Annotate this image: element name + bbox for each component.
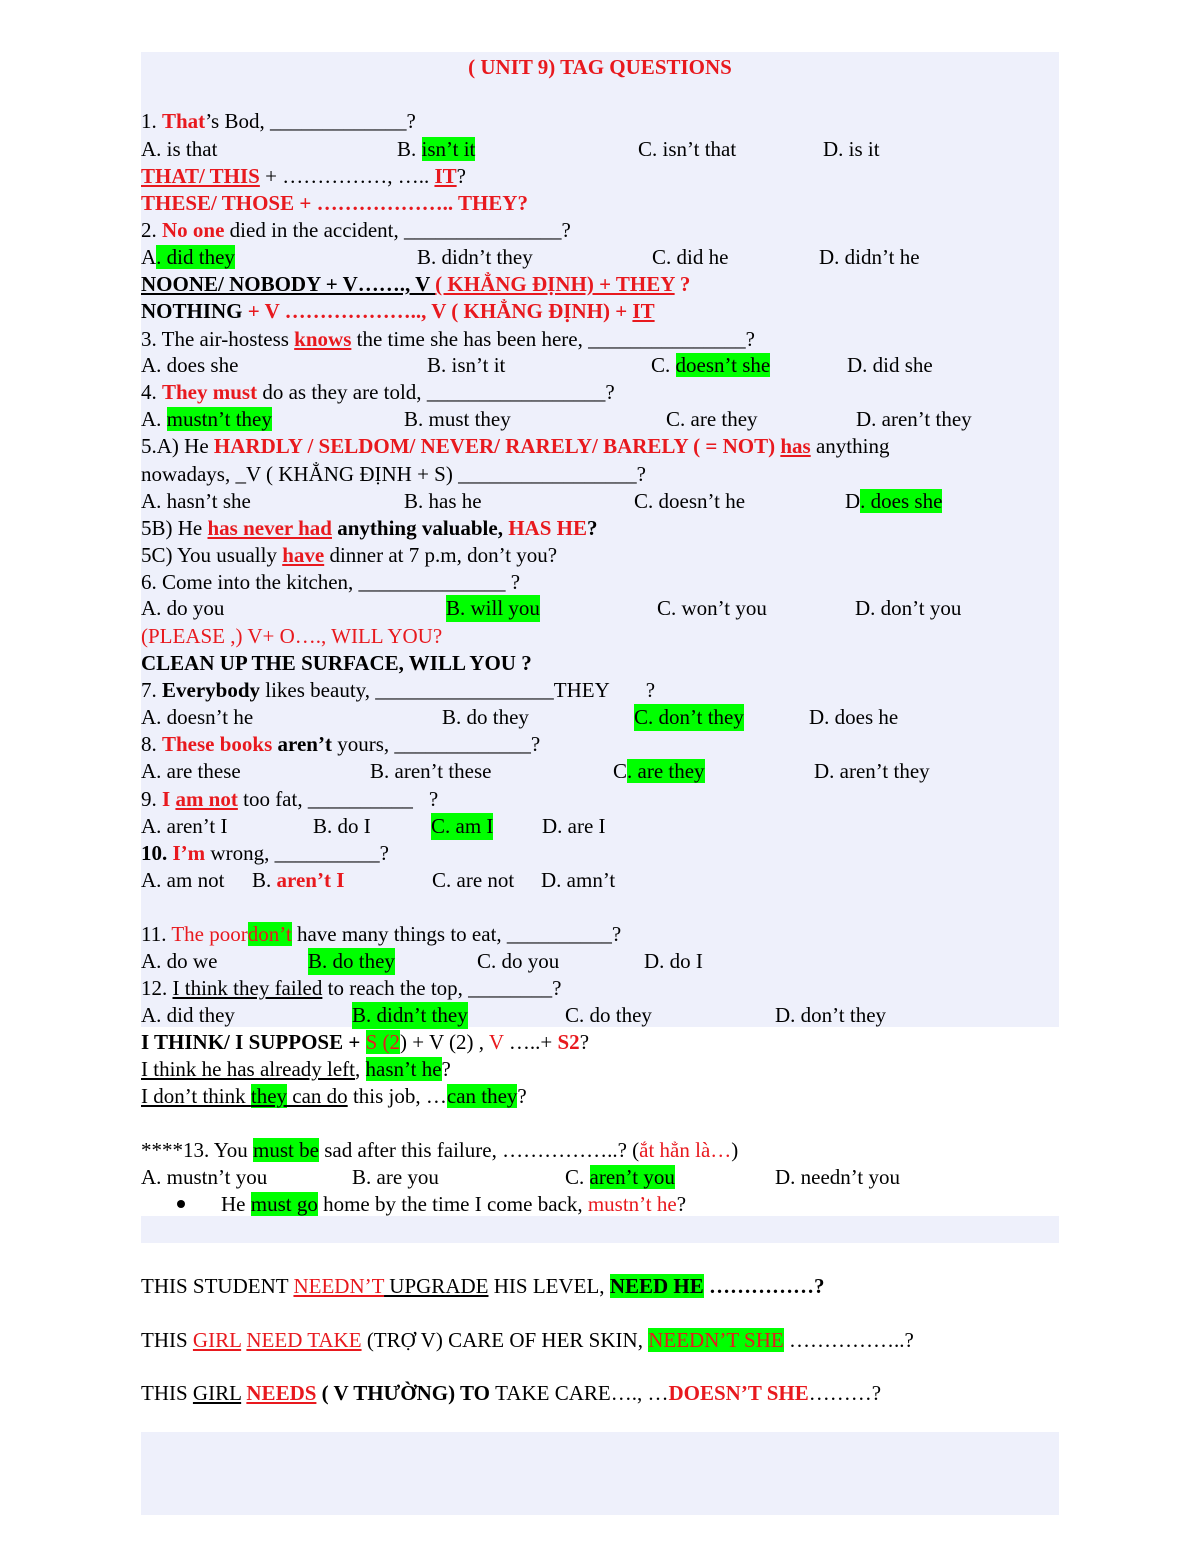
option-b (397, 136, 475, 163)
rule-text: + ……………, ….. (259, 164, 435, 188)
answer-blank: ______________ (358, 570, 506, 594)
question-11 (141, 921, 621, 948)
q-subject: They must (162, 380, 258, 404)
option-c: C. do you (477, 949, 560, 973)
q-text: anything valuable, (331, 516, 509, 540)
q-number: 1. (141, 109, 162, 133)
option-c (565, 1164, 675, 1191)
answer-blank: _______________ (588, 327, 746, 351)
option-a: A. did they (141, 1003, 235, 1027)
option-d: D. didn’t he (819, 245, 920, 269)
example-subject: they (250, 1084, 288, 1108)
q-text: 3. The air-hostess (141, 327, 295, 351)
q-verb: must be (253, 1138, 319, 1162)
option-a (141, 244, 235, 271)
option-d: D. needn’t you (775, 1165, 901, 1189)
q-text: likes beauty, (260, 678, 376, 702)
bullet-icon (177, 1200, 185, 1208)
q-number: 11. (141, 922, 172, 946)
answer-highlight: . did they (156, 245, 235, 269)
option-a: A. hasn’t she (141, 489, 251, 513)
q-subject: I’m (172, 841, 206, 865)
q-text: ****13. You (141, 1138, 254, 1162)
option-b: B. aren’t these (370, 759, 492, 783)
rule-tag: IT (434, 164, 457, 188)
rule-text: …..+ (503, 1030, 558, 1054)
option-c: C. do they (565, 1003, 652, 1027)
answer-blank: __________ (307, 787, 413, 811)
option-c: C. won’t you (657, 596, 767, 620)
option-d: D. do I (644, 949, 703, 973)
q-mark: ? (505, 570, 521, 594)
option-letter: B. (252, 868, 277, 892)
q-subject: These books (162, 732, 273, 756)
question-6 (141, 569, 520, 596)
option-d (845, 488, 942, 515)
s-text: THIS (141, 1328, 193, 1352)
q-number: 12. (141, 976, 173, 1000)
example-tag: mustn’t he (587, 1192, 677, 1216)
option-c: C. am I (431, 814, 494, 838)
page-background-footer (141, 1432, 1059, 1515)
option-b: B. will you (446, 596, 540, 620)
question-1 (141, 108, 416, 135)
s-dots: ………? (808, 1381, 882, 1405)
rule-text: ) + V (2) , (400, 1030, 489, 1054)
example-text: this job, … (347, 1084, 447, 1108)
rule-subject: NOONE/ NOBODY + V……., V (141, 272, 436, 296)
option-c: C. isn’t that (638, 137, 737, 161)
rule-verb: V (488, 1030, 504, 1054)
q-mark: ? (428, 787, 439, 811)
q-mark: ? (745, 327, 755, 351)
rule-subject: I THINK/ I SUPPOSE + (141, 1030, 366, 1054)
option-a: A. does she (141, 353, 239, 377)
q-subject: No one (162, 218, 225, 242)
q-tag: THEY (553, 678, 610, 702)
option-a: A. mustn’t you (141, 1165, 268, 1189)
option-a: A. am not (141, 868, 225, 892)
q-text: the time she has been here, (351, 327, 589, 351)
example-1 (141, 1056, 451, 1083)
q-verb: knows (294, 327, 352, 351)
option-b: B. do they (308, 949, 395, 973)
option-d: D. does he (809, 705, 899, 729)
s-text: THIS (141, 1381, 193, 1405)
option-letter: D (845, 489, 861, 513)
option-b: B. isn’t it (427, 353, 506, 377)
option-c: C. did he (652, 245, 729, 269)
answer-text: aren’t I (276, 868, 345, 892)
question-10 (141, 840, 389, 867)
q-adverbs: HARDLY / SELDOM/ NEVER/ RARELY/ BARELY ( = NOT) (213, 434, 776, 458)
s-subject: GIRL (192, 1381, 242, 1405)
example-text: He (221, 1192, 251, 1216)
rule-subject: NOTHING (141, 299, 243, 323)
q-text: 6. Come into the kitchen, (141, 570, 359, 594)
answer-blank: __________ (274, 841, 380, 865)
option-d: D. don’t they (775, 1003, 887, 1027)
option-letter: A. (141, 407, 167, 431)
q-mark: ? (605, 380, 615, 404)
rule-i-think (141, 1029, 589, 1056)
question-3 (141, 326, 755, 353)
option-d: D. did she (847, 353, 933, 377)
q-subject: The poor (171, 922, 248, 946)
s-verb: NEED TAKE (246, 1328, 362, 1352)
example-text: home by the time I come back, (317, 1192, 588, 1216)
option-a: A. is that (141, 137, 218, 161)
question-2 (141, 217, 571, 244)
question-5a-line2 (141, 461, 646, 488)
q-mark: ? (636, 462, 646, 486)
q-mark: ? (586, 516, 598, 540)
example-tag: hasn’t he (365, 1057, 442, 1081)
option-b: B. didn’t they (352, 1003, 468, 1027)
q-text: nowadays, _V ( KHẲNG ĐỊNH + S) (141, 462, 459, 486)
q-mark: ? (406, 109, 416, 133)
question-5c (141, 542, 557, 569)
q-text: yours, (331, 732, 395, 756)
q-number: 7. (141, 678, 162, 702)
q-subject: That (162, 109, 206, 133)
question-4 (141, 379, 615, 406)
option-d: D. aren’t they (814, 759, 930, 783)
option-b (252, 867, 344, 894)
option-d: D. is it (823, 137, 880, 161)
example-tag: can they (446, 1084, 518, 1108)
q-text: 5.A) He (141, 434, 214, 458)
q-mark: ? (561, 218, 571, 242)
q-text: anything (810, 434, 890, 458)
option-b: B. must they (404, 407, 511, 431)
option-a: A. doesn’t he (141, 705, 254, 729)
q-text: do as they are told, (257, 380, 427, 404)
rule-example-imperative: CLEAN UP THE SURFACE, WILL YOU ? (141, 651, 532, 675)
s-dots: ……………? (703, 1274, 825, 1298)
q-number: 10. (141, 841, 173, 865)
need-sentence-3 (141, 1380, 881, 1407)
rule-mark: ? (674, 272, 691, 296)
rule-tag: ( KHẲNG ĐỊNH) + THEY (435, 272, 675, 296)
s-tag: NEED HE (609, 1274, 704, 1298)
option-letter: C. (651, 353, 676, 377)
q-text: too fat, (237, 787, 308, 811)
example-clause: I don’t think (141, 1084, 251, 1108)
option-c (613, 758, 705, 785)
s-text: THIS STUDENT (141, 1274, 294, 1298)
answer-blank: _________________ (375, 678, 554, 702)
q-verb: am not (175, 787, 238, 811)
need-sentence-2 (141, 1327, 914, 1354)
q-text: 5C) You usually (141, 543, 283, 567)
s-verb: NEEDS (246, 1381, 317, 1405)
option-d: D. amn’t (541, 868, 616, 892)
answer-blank: _____________ (394, 732, 531, 756)
option-c: C. doesn’t he (634, 489, 746, 513)
question-7 (141, 677, 655, 704)
question-5a (141, 433, 889, 460)
q-text: died in the accident, (224, 218, 405, 242)
s-text: TAKE CARE…., … (495, 1381, 669, 1405)
q-mark: ? (530, 732, 541, 756)
example-clause: I think he has already left (141, 1057, 355, 1081)
rule-mark: ? (579, 1030, 590, 1054)
q-mark: ? (611, 922, 622, 946)
q-clause: I think they failed (172, 976, 323, 1000)
option-letter: C. (565, 1165, 590, 1189)
q-verb: has (780, 434, 811, 458)
answer-highlight: . does she (860, 489, 943, 513)
q-mark: ? (379, 841, 389, 865)
s-note: ( V THƯỜNG) TO (316, 1381, 496, 1405)
q-note: ắt hẳn là… (639, 1138, 732, 1162)
example-mark: ? (517, 1084, 527, 1108)
option-b: B. has he (404, 489, 482, 513)
question-13 (141, 1137, 738, 1164)
option-letter: C (613, 759, 628, 783)
option-a: A. do you (141, 596, 225, 620)
q-text: ’s Bod, (205, 109, 270, 133)
option-b: B. do they (442, 705, 529, 729)
example-2 (141, 1083, 527, 1110)
answer-blank: ________ (468, 976, 553, 1000)
s-tag: NEEDN’T SHE (648, 1328, 784, 1352)
answer-blank: _________________ (426, 380, 606, 404)
option-a: A. do we (141, 949, 218, 973)
option-c: C. are they (666, 407, 758, 431)
option-c (651, 352, 770, 379)
option-b: B. are you (352, 1165, 439, 1189)
rule-subject: THAT/ THIS (141, 164, 260, 188)
rule-tag: IT (632, 299, 655, 323)
question-5b (141, 515, 597, 542)
q-text: sad after this failure, ……………..? ( (318, 1138, 640, 1162)
answer-highlight: doesn’t she (675, 353, 771, 377)
rule-nothing (141, 298, 655, 325)
rule-noone (141, 271, 690, 298)
rule-these-those: THESE/ THOSE + ……………….. THEY? (141, 191, 528, 215)
rule-text: + V ……………….., V ( KHẲNG ĐỊNH) + (242, 299, 633, 323)
answer-highlight: mustn’t they (166, 407, 272, 431)
rule-please: (PLEASE ,) V+ O…., WILL YOU? (141, 624, 443, 648)
option-a (141, 406, 272, 433)
rule-that-this (141, 163, 466, 190)
need-sentence-1 (141, 1273, 825, 1300)
answer-blank: _________________ (458, 462, 637, 486)
q-subject: I (162, 787, 176, 811)
option-letter: B. (397, 137, 422, 161)
bullet-example (141, 1191, 686, 1218)
option-letter: A (141, 245, 157, 269)
option-d: D. don’t you (855, 596, 962, 620)
q-number: 9. (141, 787, 162, 811)
q-mark: ? (552, 976, 562, 1000)
q-text: have many things to eat, (291, 922, 507, 946)
q-text: 5B) He (141, 516, 208, 540)
s-verb2: UPGRADE (384, 1274, 489, 1298)
option-a: A. aren’t I (141, 814, 228, 838)
s-dots: ……………..? (783, 1328, 914, 1352)
s-verb: NEEDN’T (293, 1274, 385, 1298)
rule-highlight: S (2 (365, 1030, 400, 1054)
option-c: C. don’t they (634, 705, 744, 729)
q-text: to reach the top, (322, 976, 469, 1000)
s-subject: GIRL (192, 1328, 242, 1352)
example-clause: can do (287, 1084, 348, 1108)
q-verb: don’t (247, 922, 292, 946)
question-8 (141, 731, 540, 758)
q-subject: Everybody (162, 678, 261, 702)
answer-highlight: isn’t it (421, 137, 476, 161)
example-mark: ? (676, 1192, 687, 1216)
page-title: ( UNIT 9) TAG QUESTIONS (468, 55, 732, 79)
q-mark: ) (731, 1138, 739, 1162)
example-verb: must go (250, 1192, 318, 1216)
option-a: A. are these (141, 759, 241, 783)
rule-tag: S2 (557, 1030, 580, 1054)
question-12 (141, 975, 561, 1002)
q-mark: ? (645, 678, 656, 702)
q-number: 2. (141, 218, 162, 242)
page-background-strip (141, 1216, 1059, 1243)
option-d: D. aren’t they (856, 407, 972, 431)
q-verb: have (282, 543, 325, 567)
s-tag: DOESN’T SHE (668, 1381, 809, 1405)
q-number: 4. (141, 380, 162, 404)
q-text: wrong, (205, 841, 275, 865)
q-text: dinner at 7 p.m, don’t you? (324, 543, 558, 567)
answer-blank: _______________ (404, 218, 562, 242)
answer-blank: __________ (506, 922, 612, 946)
rule-mark: ? (456, 164, 466, 188)
option-b: B. didn’t they (417, 245, 533, 269)
question-9 (141, 786, 438, 813)
answer-blank: _____________ (269, 109, 407, 133)
example-comma: , (355, 1057, 366, 1081)
answer-highlight: . are they (627, 759, 705, 783)
q-tag: HAS HE (508, 516, 587, 540)
q-number: 8. (141, 732, 162, 756)
q-verb: has never had (207, 516, 332, 540)
q-verb: aren’t (272, 732, 332, 756)
s-text: HIS LEVEL, (488, 1274, 610, 1298)
option-b: B. do I (313, 814, 371, 838)
option-d: D. are I (542, 814, 606, 838)
answer-highlight: aren’t you (589, 1165, 675, 1189)
s-text: (TRỢ V) CARE OF HER SKIN, (361, 1328, 649, 1352)
example-mark: ? (441, 1057, 451, 1081)
option-c: C. are not (432, 868, 515, 892)
